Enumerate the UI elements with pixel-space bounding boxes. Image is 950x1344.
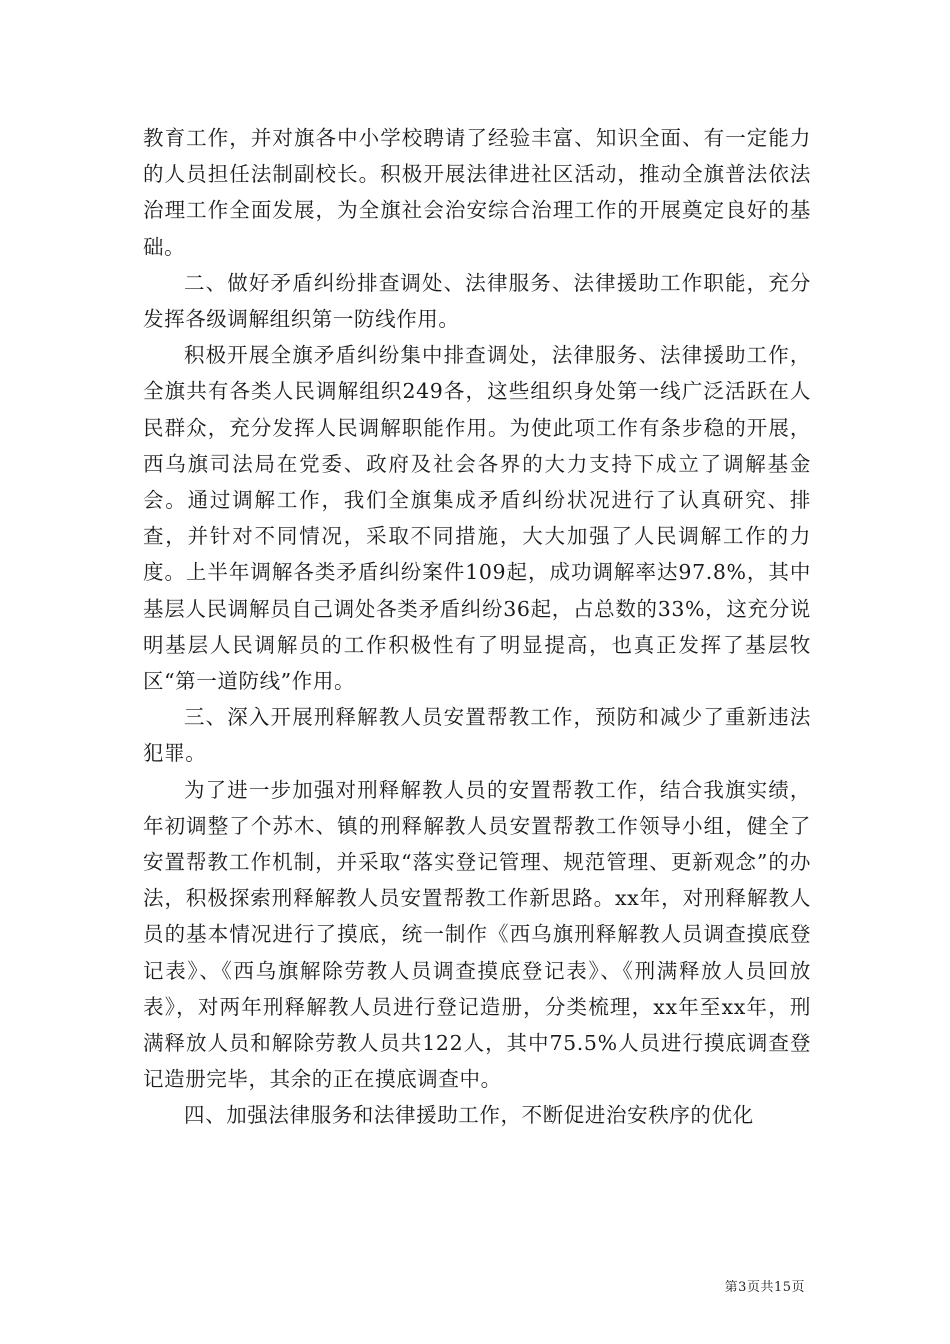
paragraph-resettlement: 为了进一步加强对刑释解教人员的安置帮教工作，结合我旗实绩，年初调整了个苏木、镇的刑释解教人员安置帮教工作领导小组，健全了安置帮教工作机制，并采取“落实登记管理、规范管理、更新观念”的办法，积极探索刑释解教人员安置帮教工作新思路。xx年，对刑释解教人员的基本情况进行了摸底，统一制作《西乌旗刑释解教人员调查摸底登记表》、《西乌旗解除劳教人员调查摸底登记表》、《刑满释放人员回放表》，对两年刑释解教人员进行登记造册，分类梳理，xx年至xx年，刑满释放人员和解除劳教人员共122人，其中75.5%人员进行摸底调查登记造册完毕，其余的正在摸底调查中。 <box>143 777 811 1092</box>
section-heading-four: 四、加强法律服务和法律援助工作，不断促进治安秩序的优化 <box>184 1103 754 1128</box>
document-body <box>143 120 811 1134</box>
paragraph-mediation: 积极开展全旗矛盾纠纷集中排查调处，法律服务、法律援助工作，全旗共有各类人民调解组织249各，这些组织身处第一线广泛活跃在人民群众，充分发挥人民调解职能作用。为使此项工作有条步稳的开展，西乌旗司法局在党委、政府及社会各界的大力支持下成立了调解基金会。通过调解工作，我们全旗集成矛盾纠纷状况进行了认真研究、排查，并针对不同情况，采取不同措施，大大加强了人民调解工作的力度。上半年调解各类矛盾纠纷案件109起，成功调解率达97.8%，其中基层人民调解员自己调处各类矛盾纠纷36起，占总数的33%，这充分说明基层人民调解员的工作积极性有了明显提高，也真正发挥了基层牧区“第一道防线”作用。 <box>143 343 811 694</box>
section-heading-two: 二、做好矛盾纠纷排查调处、法律服务、法律援助工作职能，充分发挥各级调解组织第一防线作用。 <box>143 270 811 332</box>
paragraph-continuation: 教育工作，并对旗各中小学校聘请了经验丰富、知识全面、有一定能力的人员担任法制副校长。积极开展法律进社区活动，推动全旗普法依法治理工作全面发展，为全旗社会治安综合治理工作的开展奠定良好的基础。 <box>143 126 811 259</box>
section-heading-three: 三、深入开展刑释解教人员安置帮教工作，预防和减少了重新违法犯罪。 <box>143 705 811 766</box>
page-number: 第3页共15页 <box>724 1280 805 1295</box>
